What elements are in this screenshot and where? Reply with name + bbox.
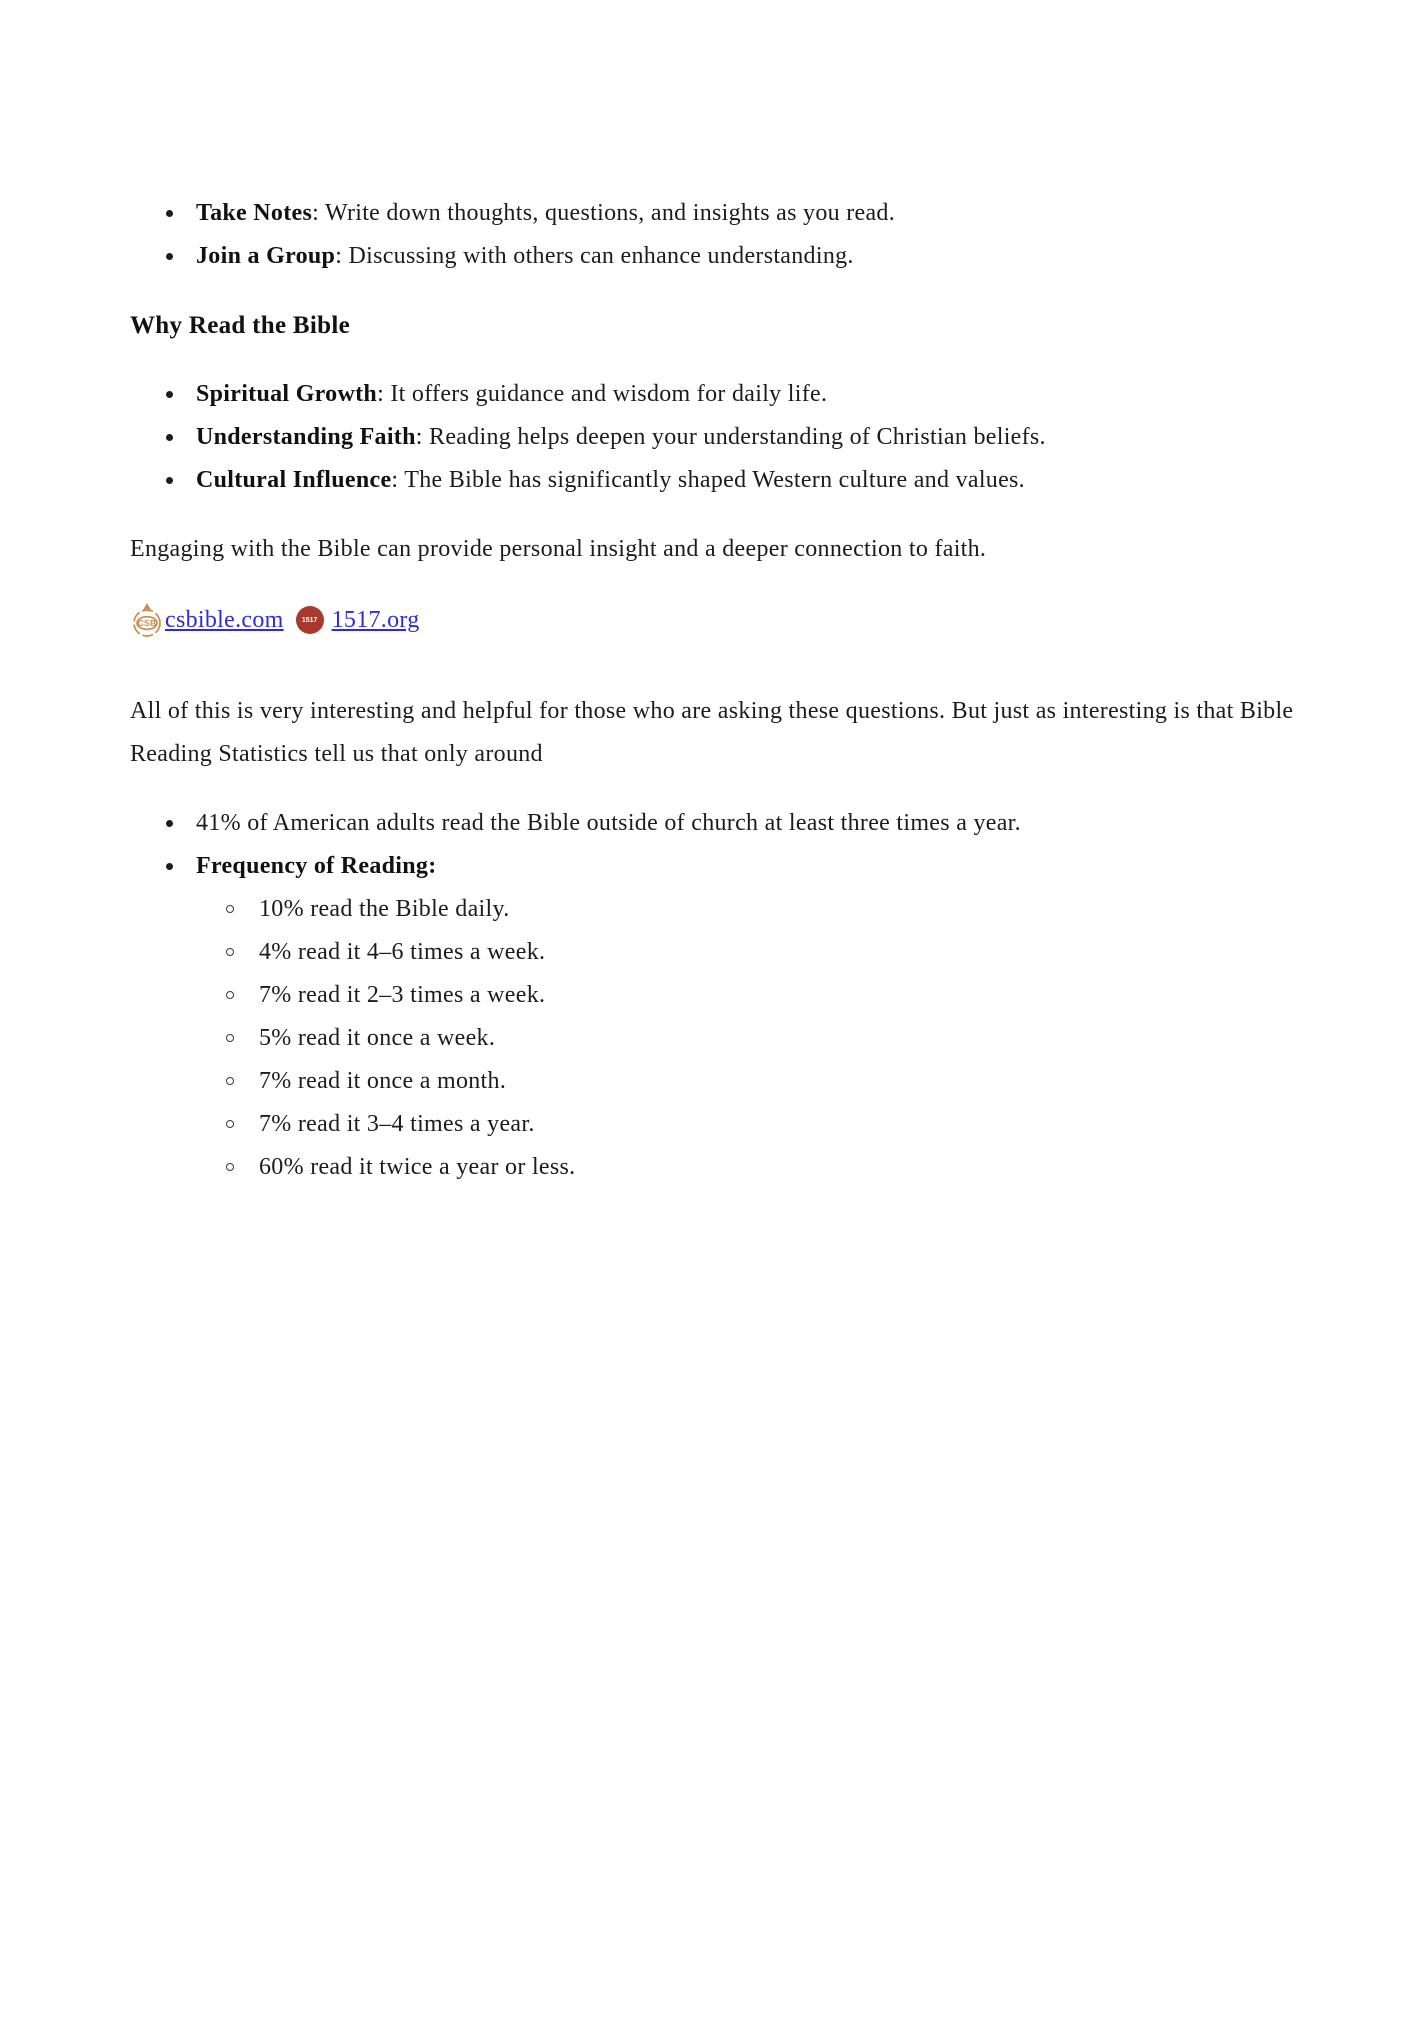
item-term: Spiritual Growth bbox=[196, 381, 378, 407]
link-1517[interactable]: 1517.org bbox=[331, 606, 420, 633]
bullet-item bbox=[130, 416, 1298, 459]
item-desc: : Discussing with others can enhance understanding. bbox=[335, 243, 854, 269]
why-read-list bbox=[130, 373, 1298, 502]
source-links-row bbox=[130, 597, 1298, 643]
bullet-item bbox=[130, 459, 1298, 502]
sub-bullet-item: 10% read the Bible daily. bbox=[196, 888, 1298, 931]
item-term: Frequency of Reading bbox=[196, 853, 429, 879]
section-heading: Why Read the Bible bbox=[130, 312, 350, 339]
sub-bullet-item: 7% read it once a month. bbox=[196, 1060, 1298, 1103]
item-desc: : Reading helps deepen your understanding of Christian beliefs. bbox=[415, 424, 1046, 450]
paragraph-stats-intro: All of this is very interesting and helpful for those who are asking these questions. But just as interesting is that Bible Reading Statistics tell us that only around bbox=[130, 698, 1294, 767]
frequency-sublist bbox=[196, 888, 1298, 1189]
stats-list bbox=[130, 802, 1298, 1189]
1517-logo-icon: 1517 bbox=[296, 606, 324, 634]
sub-bullet-item: 7% read it 3–4 times a year. bbox=[196, 1103, 1298, 1146]
bullet-item bbox=[130, 192, 1298, 235]
csb-logo-icon bbox=[130, 602, 164, 638]
item-desc: 41% of American adults read the Bible outside of church at least three times a year. bbox=[196, 810, 1021, 836]
sub-bullet-item: 5% read it once a week. bbox=[196, 1017, 1298, 1060]
link-csbible[interactable]: csbible.com bbox=[165, 606, 284, 633]
item-desc: : The Bible has significantly shaped Western culture and values. bbox=[391, 467, 1025, 493]
item-desc: : Write down thoughts, questions, and insights as you read. bbox=[312, 200, 896, 226]
svg-text:CSB: CSB bbox=[137, 618, 157, 628]
sub-bullet-item: 60% read it twice a year or less. bbox=[196, 1146, 1298, 1189]
tips-list bbox=[130, 192, 1298, 278]
paragraph-engaging: Engaging with the Bible can provide personal insight and a deeper connection to faith. bbox=[130, 536, 987, 562]
item-colon: : bbox=[428, 853, 437, 879]
sub-bullet-item: 7% read it 2–3 times a week. bbox=[196, 974, 1298, 1017]
bullet-item bbox=[130, 845, 1298, 1189]
item-term: Understanding Faith bbox=[196, 424, 416, 450]
bullet-item bbox=[130, 802, 1298, 845]
item-term: Cultural Influence bbox=[196, 467, 392, 493]
sub-bullet-item: 4% read it 4–6 times a week. bbox=[196, 931, 1298, 974]
item-desc: : It offers guidance and wisdom for daily life. bbox=[377, 381, 828, 407]
bullet-item bbox=[130, 373, 1298, 416]
bullet-item bbox=[130, 235, 1298, 278]
item-term: Take Notes bbox=[196, 200, 313, 226]
item-term: Join a Group bbox=[196, 243, 336, 269]
